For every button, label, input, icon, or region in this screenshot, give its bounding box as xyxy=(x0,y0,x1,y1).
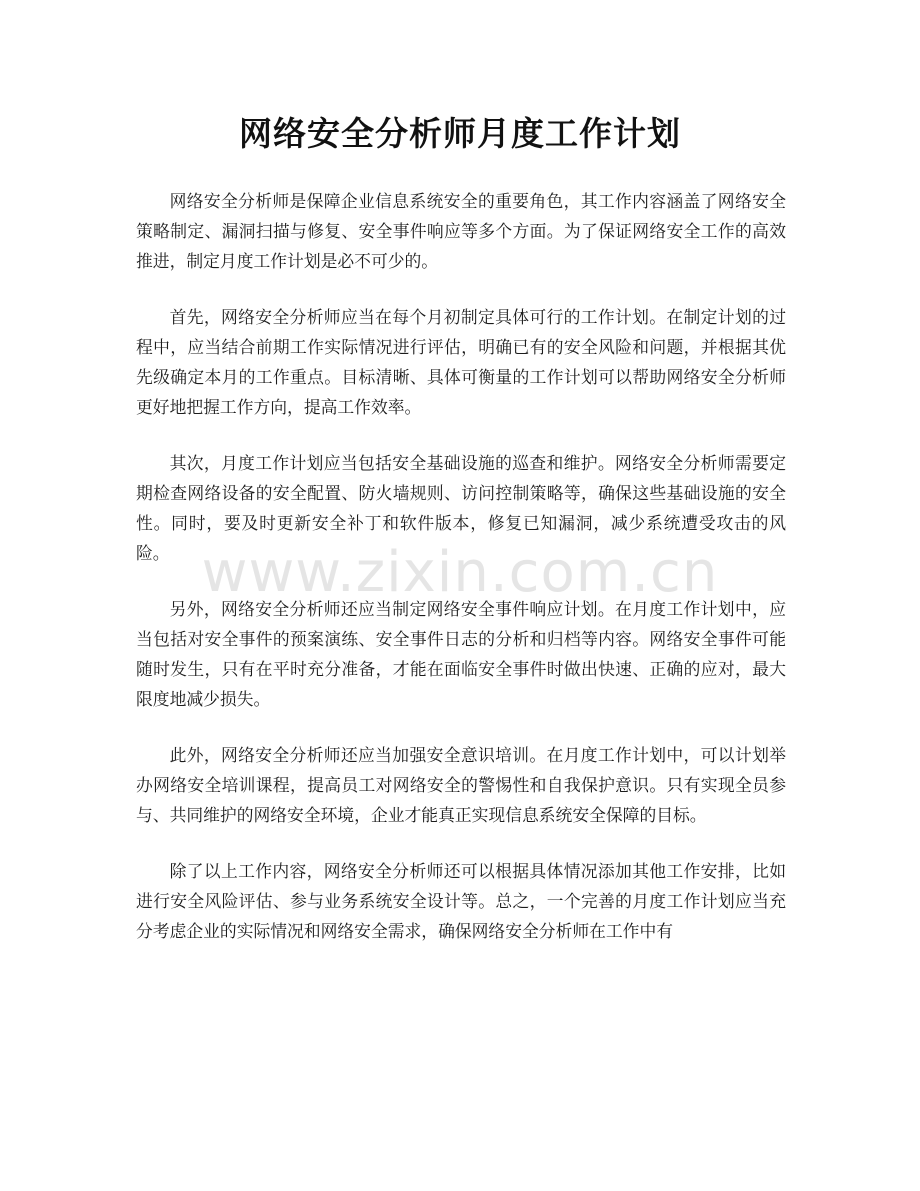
paragraph: 除了以上工作内容，网络安全分析师还可以根据具体情况添加其他工作安排，比如进行安全风险评估、参与业务系统安全设计等。总之，一个完善的月度工作计划应当充分考虑企业的实际情况和网络安全需求，确保网络安全分析师在工作中有 xyxy=(136,861,786,941)
paragraph: 网络安全分析师是保障企业信息系统安全的重要角色，其工作内容涵盖了网络安全策略制定、漏洞扫描与修复、安全事件响应等多个方面。为了保证网络安全工作的高效推进，制定月度工作计划是必不可少的。 xyxy=(136,191,786,271)
paragraph: 首先，网络安全分析师应当在每个月初制定具体可行的工作计划。在制定计划的过程中，应当结合前期工作实际情况进行评估，明确已有的安全风险和问题，并根据其优先级确定本月的工作重点。目标清晰、具体可衡量的工作计划可以帮助网络安全分析师更好地把握工作方向，提高工作效率。 xyxy=(136,307,786,417)
watermark: www.zixin.com.cn xyxy=(201,540,719,605)
paragraph: 此外，网络安全分析师还应当加强安全意识培训。在月度工作计划中，可以计划举办网络安全培训课程，提高员工对网络安全的警惕性和自我保护意识。只有实现全员参与、共同维护的网络安全环境，企业才能真正实现信息系统安全保障的目标。 xyxy=(136,745,786,825)
paragraph: 其次，月度工作计划应当包括安全基础设施的巡查和维护。网络安全分析师需要定期检查网络设备的安全配置、防火墙规则、访问控制策略等，确保这些基础设施的安全性。同时，要及时更新安全补丁和软件版本，修复已知漏洞，减少系统遭受攻击的风险。 xyxy=(136,453,786,563)
paragraph: 另外，网络安全分析师还应当制定网络安全事件响应计划。在月度工作计划中，应当包括对安全事件的预案演练、安全事件日志的分析和归档等内容。网络安全事件可能随时发生，只有在平时充分准备，才能在面临安全事件时做出快速、正确的应对，最大限度地减少损失。 xyxy=(136,599,786,709)
document-body xyxy=(136,186,786,972)
document-title: 网络安全分析师月度工作计划 xyxy=(239,114,681,153)
